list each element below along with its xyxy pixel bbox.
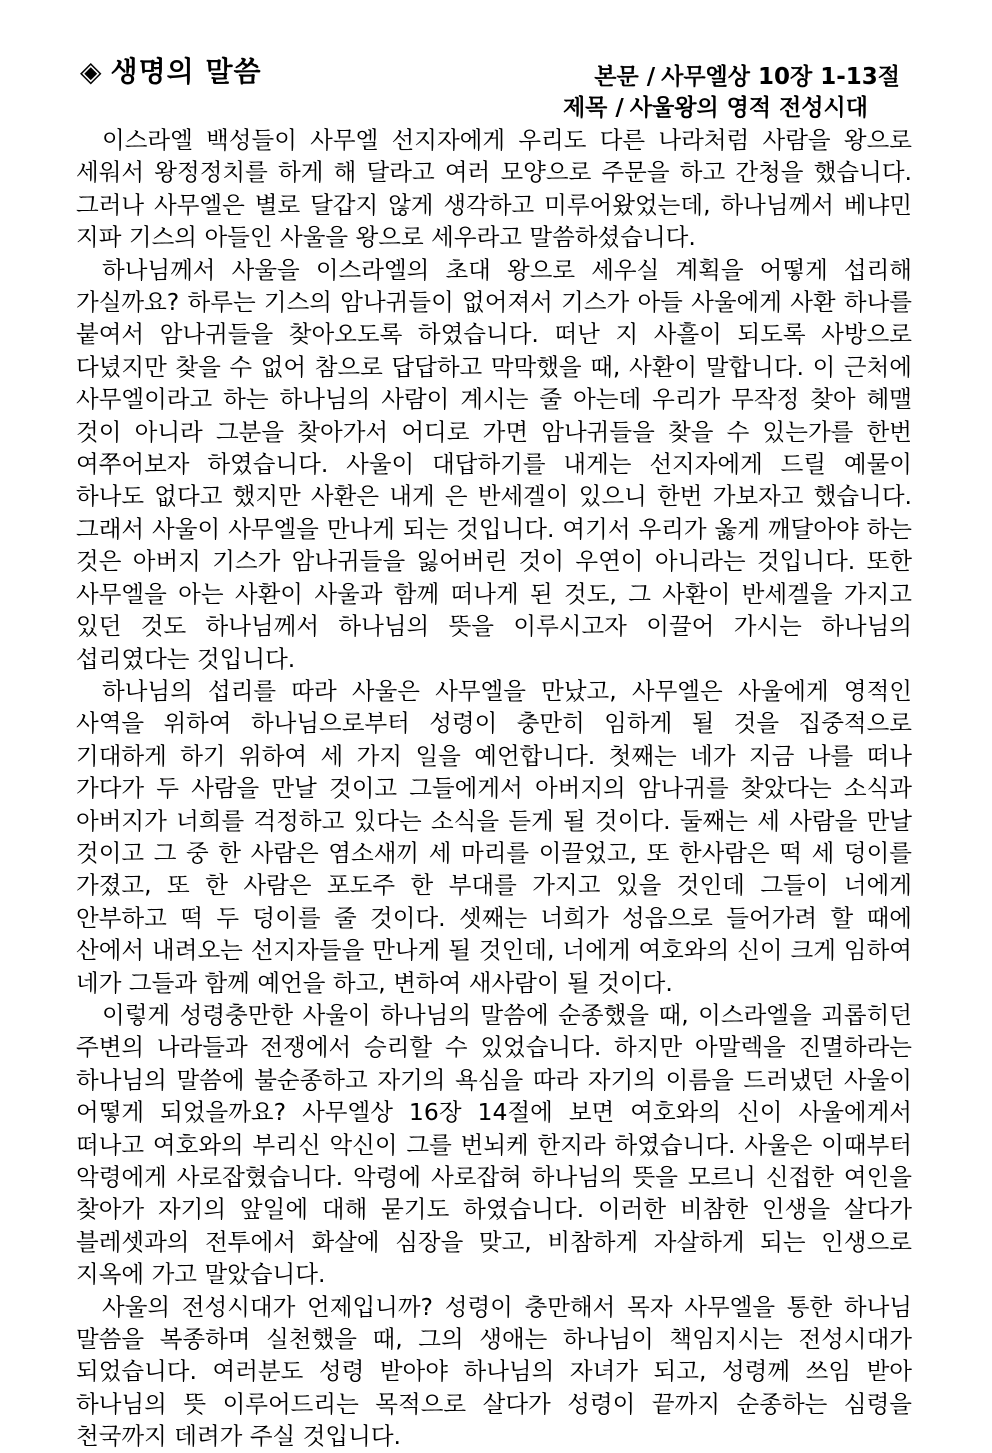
sermon-body	[76, 124, 912, 1453]
reference-text: 사무엘상 10장 1-13절	[661, 64, 900, 90]
paragraph-1: 이스라엘 백성들이 사무엘 선지자에게 우리도 다른 나라처럼 사람을 왕으로 세워서 왕정정치를 하게 해 달라고 여러 모양으로 주문을 하고 간청을 했습니다. 그러나 사무엘은 별로 달갑지 않게 생각하고 미루어왔었는데, 하나님께서 베냐민 지파 기스의 아들인 사울을 왕으로 세우라고 말씀하셨습니다.	[76, 126, 912, 252]
title-text: 생명의 말씀	[110, 55, 262, 88]
reference-label: 본문 /	[594, 64, 656, 90]
paragraph-2: 하나님께서 사울을 이스라엘의 초대 왕으로 세우실 계획을 어떻게 섭리해 가실까요? 하루는 기스의 암나귀들이 없어져서 기스가 아들 사울에게 사환 하나를 붙여서 암나귀들을 찾아오도록 하였습니다. 떠난 지 사흘이 되도록 사방으로 다녔지만 찾을 수 없어 참으로 답답하고 막막했을 때, 사환이 말합니다. 이 근처에 사무엘이라고 하는 하나님의 사람이 계시는 줄 아는데 우리가 무작정 찾아 헤맬 것이 아니라 그분을 찾아가서 어디로 가면 암나귀들을 찾을 수 있는가를 한번 여쭈어보자 하였습니다. 사울이 대답하기를 내게는 선지자에게 드릴 예물이 하나도 없다고 했지만 사환은 내게 은 반세겔이 있으니 한번 가보자고 했습니다. 그래서 사울이 사무엘을 만나게 되는 것입니다. 여기서 우리가 옳게 깨달아야 하는 것은 아버지 기스가 암나귀들을 잃어버린 것이 우연이 아니라는 것입니다. 또한 사무엘을 아는 사환이 사울과 함께 떠나게 된 것도, 그 사환이 반세겔을 가지고 있던 것도 하나님께서 하나님의 뜻을 이루시고자 이끌어 가시는 하나님의 섭리였다는 것입니다.	[76, 255, 912, 673]
document-title	[80, 50, 262, 90]
paragraph-3: 하나님의 섭리를 따라 사울은 사무엘을 만났고, 사무엘은 사울에게 영적인 사역을 위하여 하나님으로부터 성령이 충만히 임하게 될 것을 집중적으로 기대하게 하기 위하여 세 가지 일을 예언합니다. 첫째는 네가 지금 나를 떠나 가다가 두 사람을 만날 것이고 그들에게서 아버지의 암나귀를 찾았다는 소식과 아버지가 너희를 걱정하고 있다는 소식을 듣게 될 것이다. 둘째는 세 사람을 만날 것이고 그 중 한 사람은 염소새끼 세 마리를 이끌었고, 또 한사람은 떡 세 덩이를 가졌고, 또 한 사람은 포도주 한 부대를 가지고 있을 것인데 그들이 너에게 안부하고 떡 두 덩이를 줄 것이다. 셋째는 너희가 성읍으로 들어가려 할 때에 산에서 내려오는 선지자들을 만나게 될 것인데, 너에게 여호와의 신이 크게 임하여 네가 그들과 함께 예언을 하고, 변하여 새사람이 될 것이다.	[76, 676, 912, 997]
scripture-reference	[594, 58, 900, 91]
diamond-bullet-icon: ◈	[80, 55, 103, 88]
sermon-subject	[563, 89, 868, 122]
paragraph-5: 사울의 전성시대가 언제입니까? 성령이 충만해서 목자 사무엘을 통한 하나님 말씀을 복종하며 실천했을 때, 그의 생애는 하나님이 책임지시는 전성시대가 되었습니다. 여러분도 성령 받아야 하나님의 자녀가 되고, 성령께 쓰임 받아 하나님의 뜻 이루어드리는 목적으로 살다가 성령이 끝까지 순종하는 심령을 천국까지 데려가 주실 것입니다.	[76, 1292, 912, 1451]
subject-text: 사울왕의 영적 전성시대	[629, 95, 868, 121]
subject-label: 제목 /	[562, 95, 624, 121]
paragraph-4: 이렇게 성령충만한 사울이 하나님의 말씀에 순종했을 때, 이스라엘을 괴롭히던 주변의 나라들과 전쟁에서 승리할 수 있었습니다. 하지만 아말렉을 진멸하라는 하나님의 말씀에 불순종하고 자기의 욕심을 따라 자기의 이름을 드러냈던 사울이 어떻게 되었을까요? 사무엘상 16장 14절에 보면 여호와의 신이 사울에게서 떠나고 여호와의 부리신 악신이 그를 번뇌케 한지라 하였습니다. 사울은 이때부터 악령에게 사로잡혔습니다. 악령에 사로잡혀 하나님의 뜻을 모르니 신접한 여인을 찾아가 자기의 앞일에 대해 묻기도 하였습니다. 이러한 비참한 인생을 살다가 블레셋과의 전투에서 화살에 심장을 맞고, 비참하게 자살하게 되는 인생으로 지옥에 가고 말았습니다.	[76, 1000, 912, 1289]
